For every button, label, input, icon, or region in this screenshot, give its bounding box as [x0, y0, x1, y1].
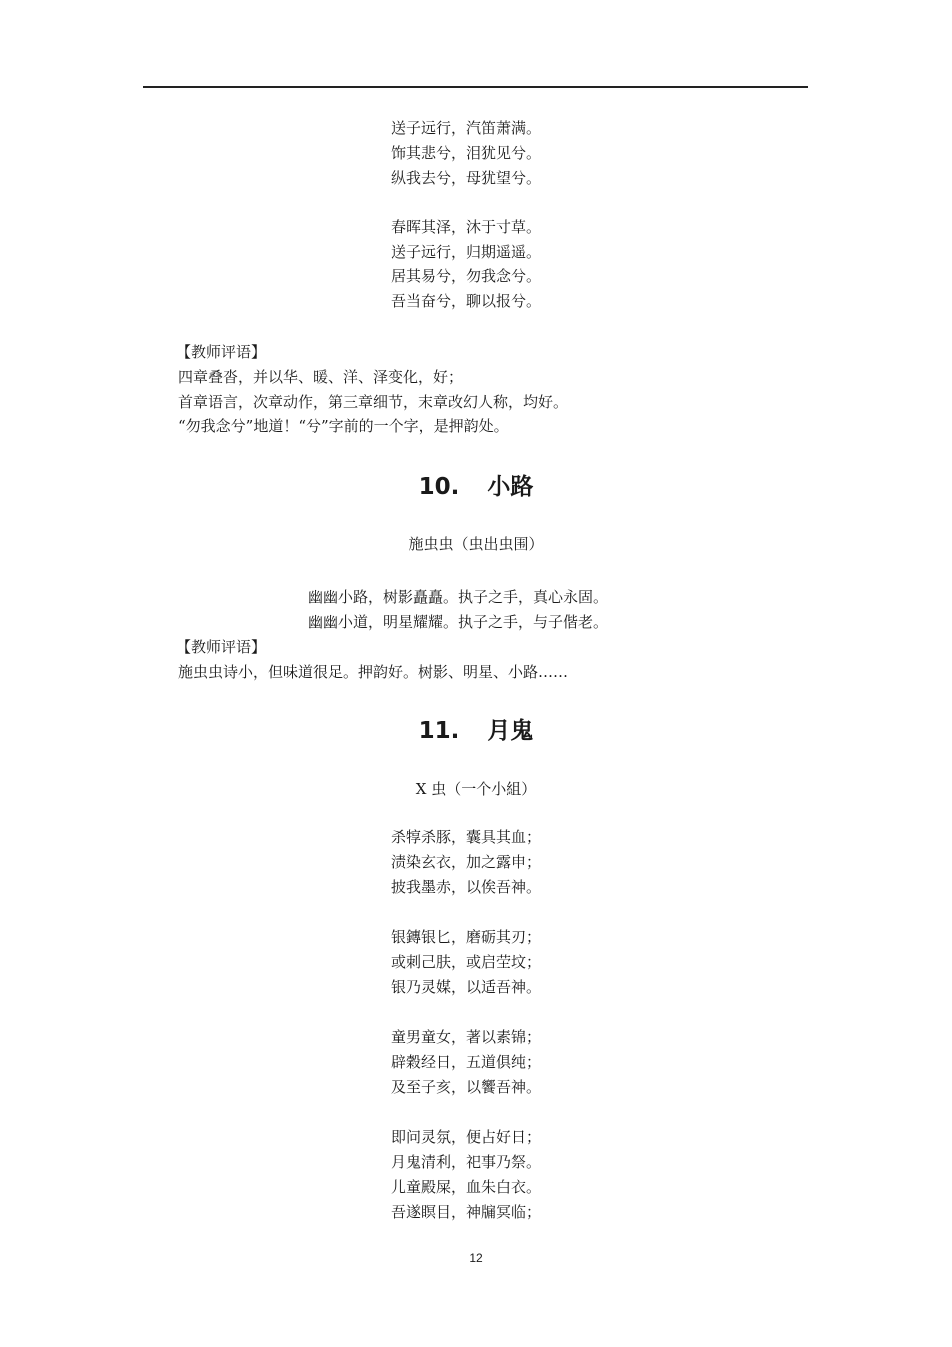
poem-line: 吾当奋兮，聊以报兮。 — [391, 292, 542, 310]
poem-line: 儿童殿屎，血朱白衣。 — [391, 1178, 542, 1196]
section-number: 10. — [418, 474, 460, 500]
poem-line: 送子远行，归期遥遥。 — [391, 243, 542, 261]
poem-line: 纵我去兮，母犹望兮。 — [391, 169, 542, 187]
poem-line: 及至子亥，以饗吾神。 — [391, 1078, 542, 1096]
author-line: 施虫虫（虫出虫围） — [408, 535, 544, 553]
poem-line: 饰其悲兮，泪犹见兮。 — [391, 144, 542, 162]
author-line: X 虫（一个小組） — [415, 780, 537, 798]
poem-line: 即问灵氛，便占好日； — [391, 1128, 542, 1146]
teacher-comment-label: 【教师评语】 — [176, 638, 267, 656]
poem-line: 披我墨赤，以俟吾神。 — [391, 878, 542, 896]
poem-line: 月鬼清利，祀事乃祭。 — [391, 1153, 542, 1171]
section-title: 月鬼 — [487, 718, 534, 744]
poem-line: 银乃灵媒，以适吾神。 — [391, 978, 542, 996]
teacher-comment-line: 四章叠沓，并以华、暖、洋、泽变化，好； — [178, 368, 464, 386]
teacher-comment-line: 施虫虫诗小，但味道很足。押韵好。树影、明星、小路…… — [178, 663, 569, 681]
poem-line: 幽幽小路，树影矗矗。执子之手，真心永固。 — [308, 588, 609, 606]
poem-line: 杀犉杀豚，囊具其血； — [391, 828, 542, 846]
section-number: 11. — [418, 718, 460, 744]
section-title: 小路 — [487, 474, 534, 500]
poem-line: 渍染玄衣，加之露申； — [391, 853, 542, 871]
poem-line: 吾遂瞑目，神牖冥临； — [391, 1203, 542, 1221]
teacher-comment-label: 【教师评语】 — [176, 343, 267, 361]
poem-line: 幽幽小道，明星耀耀。执子之手，与子偕老。 — [308, 613, 609, 631]
page-number: 12 — [469, 1251, 483, 1265]
poem-line: 童男童女，著以素锦； — [391, 1028, 542, 1046]
poem-line: 或刺己肤，或启茔坟； — [391, 953, 542, 971]
poem-line: 辟穀经日，五道俱纯； — [391, 1053, 542, 1071]
teacher-comment-line: 首章语言，次章动作，第三章细节，末章改幻人称，均好。 — [178, 393, 569, 411]
poem-line: 送子远行，汽笛萧满。 — [391, 119, 542, 137]
poem-line: 春晖其泽，沐于寸草。 — [391, 218, 542, 236]
header-rule — [143, 86, 808, 88]
poem-line: 居其易兮，勿我念兮。 — [391, 267, 542, 285]
section-heading-11 — [0, 716, 952, 746]
teacher-comment-line: “勿我念兮”地道！“兮”字前的一个字，是押韵处。 — [178, 417, 509, 435]
section-heading-10 — [0, 472, 952, 502]
poem-line: 银鏄银匕，磨砺其刃； — [391, 928, 542, 946]
